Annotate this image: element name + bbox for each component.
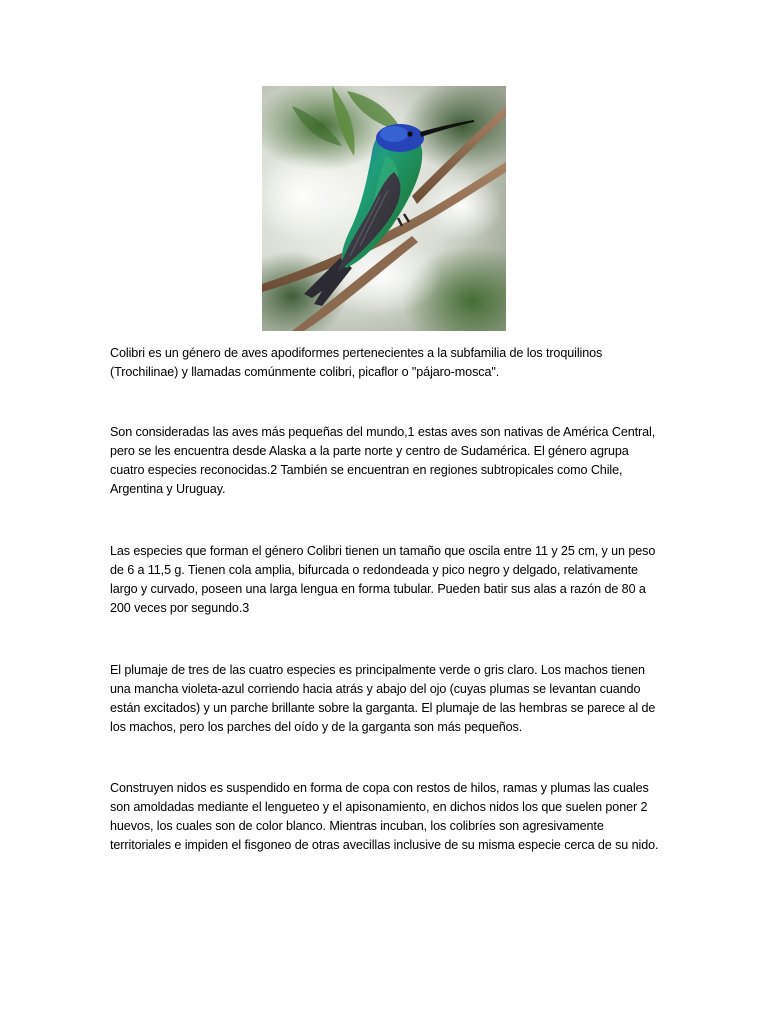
paragraph-plumage: El plumaje de tres de las cuatro especies es principalmente verde o gris claro. Los machos tienen una mancha violeta-azul corriendo hacia atrás y abajo del ojo (cuyas plumas se levantan cuando están excitados) y un parche brillante sobre la garganta. El plumaje de las hembras se parece al de los machos, pero los parches del oído y de la garganta son más pequeños.	[110, 663, 656, 734]
paragraph-size: Las especies que forman el género Colibri tienen un tamaño que oscila entre 11 y 25 cm, y un peso de 6 a 11,5 g. Tienen cola amplia, bifurcada o redondeada y pico negro y delgado, relativamente largo y curvado, poseen una larga lengua en forma tubular. Pueden batir sus alas a razón de 80 a 200 veces por segundo.3	[110, 544, 656, 615]
hummingbird-icon	[262, 86, 506, 331]
paragraph-intro: Colibri es un género de aves apodiformes pertenecientes a la subfamilia de los troquilinos (Trochilinae) y llamadas comúnmente colibri, picaflor o "pájaro-mosca".	[110, 346, 603, 379]
hummingbird-photo	[262, 86, 506, 331]
paragraph-nests: Construyen nidos es suspendido en forma de copa con restos de hilos, ramas y plumas las cuales son amoldadas mediante el lengueteo y el apisonamiento, en dichos nidos los que suelen poner 2 huevos, los cuales son de color blanco. Mientras incuban, los colibríes son agresivamente territoriales e impiden el fisgoneo de otras avecillas inclusive de su misma especie cerca de su nido.	[110, 781, 659, 852]
paragraph-distribution: Son consideradas las aves más pequeñas del mundo,1 estas aves son nativas de América Central, pero se les encuentra desde Alaska a la parte norte y centro de Sudamérica. El género agrupa cuatro especies reconocidas.2 También se encuentran en regiones subtropicales como Chile, Argentina y Uruguay.	[110, 425, 656, 496]
